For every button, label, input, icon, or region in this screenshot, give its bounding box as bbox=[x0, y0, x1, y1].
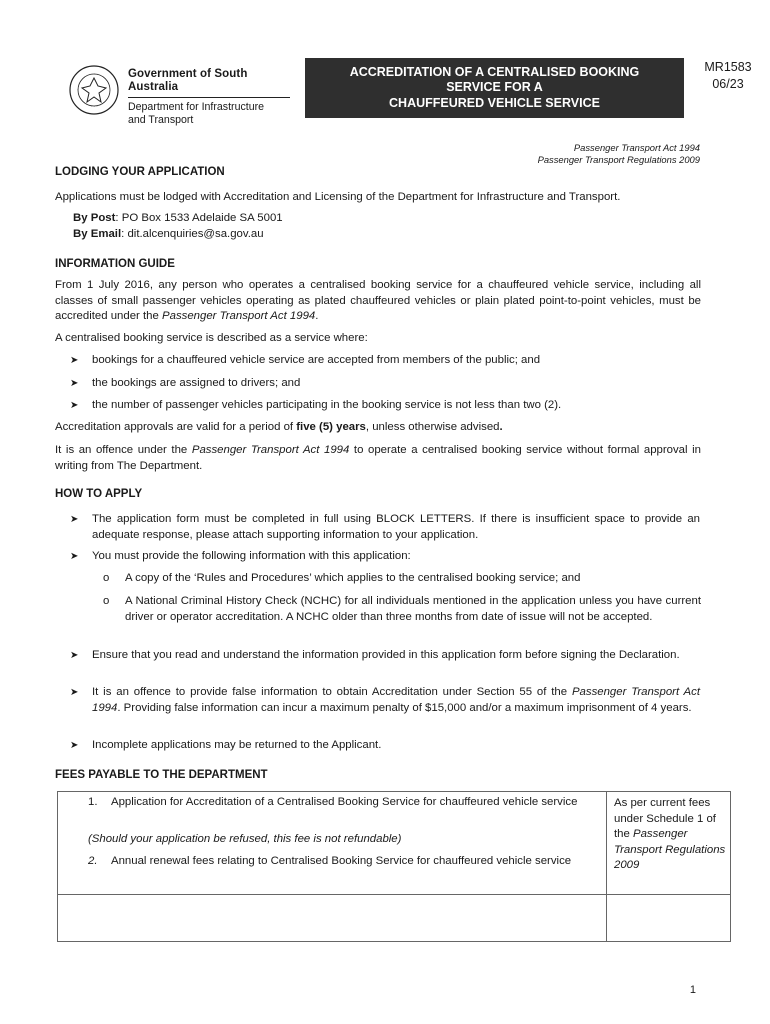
info-bullet bbox=[70, 353, 700, 369]
fees-table bbox=[57, 791, 731, 942]
validity-period-mark: . bbox=[499, 421, 503, 433]
apply-bullet-act: Passenger Transport Act 1994 bbox=[92, 686, 701, 714]
arrowhead-bullet-icon: ➤ bbox=[70, 687, 79, 698]
apply-bullet bbox=[70, 512, 700, 543]
logo-department-line-1: Department for Infrastructure bbox=[128, 101, 265, 113]
form-number: MR1583 bbox=[704, 60, 752, 74]
info-paragraph-1-text: From 1 July 2016, any person who operates a centralised booking service for a chauffeured vehicle service, including all classes of small passenger vehicles operating as plated chauffeured vehicles or plain plated point-to-point vehicles, must be accredited under the bbox=[55, 279, 701, 322]
apply-bullet-text: Ensure that you read and understand the information provided in this application form before signing the Declaration. bbox=[92, 649, 680, 661]
info-bullet-text: the bookings are assigned to drivers; and bbox=[92, 377, 301, 389]
apply-bullet bbox=[70, 685, 700, 716]
government-logo bbox=[68, 64, 298, 126]
arrowhead-bullet-icon: ➤ bbox=[70, 514, 79, 525]
email-address bbox=[73, 227, 264, 243]
info-bullet-text: bookings for a chauffeured vehicle service are accepted from members of the public; and bbox=[92, 354, 541, 366]
fee-schedule-regulation: Passenger Transport Regulations 2009 bbox=[614, 828, 726, 871]
arrowhead-bullet-icon: ➤ bbox=[70, 551, 79, 562]
apply-sub-item bbox=[103, 571, 701, 587]
apply-bullet-text-end: . Providing false information can incur a maximum penalty of $15,000 and/or a maximum imprisonment of 4 years. bbox=[117, 701, 692, 714]
offence-text: It is an offence under the bbox=[55, 444, 192, 456]
post-address bbox=[73, 211, 283, 227]
info-paragraph-1-act: Passenger Transport Act 1994 bbox=[162, 310, 316, 322]
information-guide-heading: INFORMATION GUIDE bbox=[55, 258, 175, 270]
validity-text-end: , unless otherwise advised bbox=[365, 421, 500, 433]
page-number: 1 bbox=[689, 984, 696, 996]
offence-text-end: to operate a centralised booking service without formal approval in writing from The Department. bbox=[55, 444, 701, 472]
info-paragraph-1 bbox=[55, 278, 701, 325]
info-paragraph-2: A centralised booking service is described as a service where: bbox=[55, 332, 368, 344]
info-bullet bbox=[70, 376, 700, 392]
logo-government-name: Government of South Australia bbox=[128, 68, 248, 93]
fee-refund-note: (Should your application be refused, this fee is not refundable) bbox=[88, 833, 402, 845]
form-code bbox=[690, 59, 766, 93]
arrowhead-bullet-icon: ➤ bbox=[70, 650, 79, 661]
apply-sub-item bbox=[103, 594, 701, 625]
apply-bullet-text: It is an offence to provide false information to obtain Accreditation under Section 55 of the bbox=[92, 686, 572, 698]
legislation-references bbox=[538, 142, 700, 166]
arrowhead-bullet-icon: ➤ bbox=[70, 400, 79, 411]
form-title-line-2: SERVICE FOR A bbox=[446, 80, 543, 95]
apply-bullet bbox=[70, 738, 700, 754]
arrowhead-bullet-icon: ➤ bbox=[70, 355, 79, 366]
sa-government-seal-icon bbox=[68, 64, 120, 116]
form-title-banner bbox=[305, 58, 684, 118]
validity-period: five (5) years bbox=[296, 421, 366, 433]
lodging-intro: Applications must be lodged with Accreditation and Licensing of the Department for Infrastructure and Transport. bbox=[55, 191, 621, 203]
act-reference: Passenger Transport Act 1994 bbox=[573, 142, 700, 153]
apply-bullet-text: The application form must be completed in full using BLOCK LETTERS. If there is insufficient space to provide an adequate response, please attach supporting information to your application. bbox=[92, 513, 700, 541]
email-value: : dit.alcenquiries@sa.gov.au bbox=[121, 228, 264, 240]
table-column-divider bbox=[606, 792, 607, 941]
sub-bullet-marker: o bbox=[103, 572, 110, 584]
validity-statement bbox=[55, 420, 701, 436]
apply-bullet bbox=[70, 648, 700, 664]
form-title-line-3: CHAUFFEURED VEHICLE SERVICE bbox=[389, 95, 600, 110]
how-to-apply-heading: HOW TO APPLY bbox=[55, 488, 143, 500]
arrowhead-bullet-icon: ➤ bbox=[70, 378, 79, 389]
fee-schedule-reference bbox=[614, 796, 726, 874]
validity-text: Accreditation approvals are valid for a period of bbox=[55, 421, 297, 433]
email-label: By Email bbox=[73, 228, 122, 240]
offence-act: Passenger Transport Act 1994 bbox=[191, 444, 350, 456]
fees-heading: FEES PAYABLE TO THE DEPARTMENT bbox=[55, 769, 268, 781]
post-value: : PO Box 1533 Adelaide SA 5001 bbox=[115, 212, 283, 224]
fee-item-text: Application for Accreditation of a Centralised Booking Service for chauffeured vehicle service bbox=[111, 796, 578, 808]
table-row-divider bbox=[58, 894, 730, 895]
info-bullet-text: the number of passenger vehicles participating in the booking service is not less than two (2). bbox=[92, 399, 562, 411]
regulations-reference: Passenger Transport Regulations 2009 bbox=[537, 154, 700, 165]
logo-department-line-2: and Transport bbox=[128, 113, 194, 126]
fee-item-2 bbox=[88, 854, 598, 870]
info-bullet bbox=[70, 398, 700, 414]
post-label: By Post bbox=[73, 212, 116, 224]
offence-statement bbox=[55, 443, 701, 474]
fee-item-1 bbox=[88, 795, 598, 811]
apply-bullet-text: Incomplete applications may be returned to the Applicant. bbox=[92, 739, 382, 751]
fee-item-text: Annual renewal fees relating to Centralised Booking Service for chauffeured vehicle service bbox=[111, 855, 572, 867]
fee-item-number: 2. bbox=[88, 855, 98, 867]
apply-bullet bbox=[70, 549, 700, 565]
sub-bullet-marker: o bbox=[103, 595, 110, 607]
info-paragraph-1-end: . bbox=[315, 310, 319, 322]
apply-sub-item-text: A copy of the ‘Rules and Procedures’ which applies to the centralised booking service; and bbox=[125, 572, 581, 584]
apply-bullet-text: You must provide the following information with this application: bbox=[92, 550, 411, 562]
fee-schedule-text: As per current fees under Schedule 1 of the bbox=[614, 797, 716, 840]
form-title-line-1: ACCREDITATION OF A CENTRALISED BOOKING bbox=[349, 64, 640, 79]
form-version-date: 06/23 bbox=[712, 77, 744, 91]
fee-item-number: 1. bbox=[88, 796, 98, 808]
logo-divider bbox=[128, 97, 290, 98]
arrowhead-bullet-icon: ➤ bbox=[70, 740, 79, 751]
apply-sub-item-text: A National Criminal History Check (NCHC) for all individuals mentioned in the application unless you have current driver or operator accreditation. A NCHC older than three months from date of issue will not be accepted. bbox=[125, 595, 701, 623]
lodging-heading: LODGING YOUR APPLICATION bbox=[55, 166, 225, 178]
